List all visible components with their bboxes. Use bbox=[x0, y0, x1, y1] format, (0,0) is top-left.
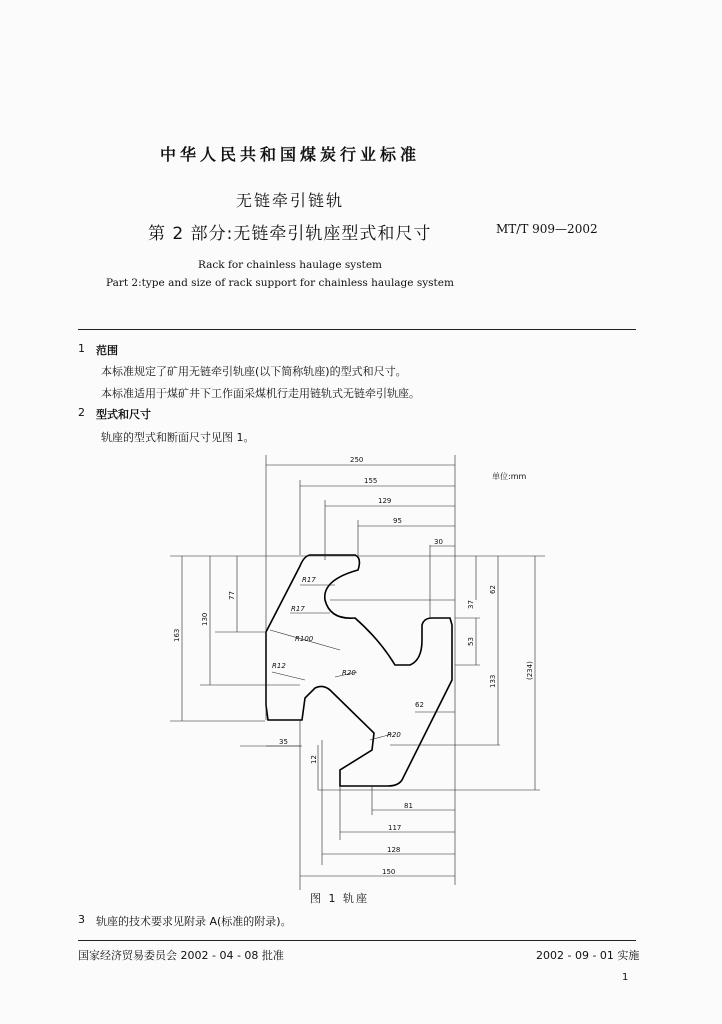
rack-support-outline bbox=[266, 555, 452, 786]
radius-r17-lower: R17 bbox=[291, 605, 305, 613]
radius-leaders bbox=[270, 585, 392, 740]
dim-62: 62 bbox=[489, 585, 497, 594]
dim-163: 163 bbox=[173, 628, 181, 642]
dim-155: 155 bbox=[364, 477, 378, 485]
radius-r20-lower: R20 bbox=[387, 731, 401, 739]
document-main-title: 无链牵引链轨 bbox=[235, 191, 344, 210]
dim-234: (234) bbox=[526, 661, 534, 680]
section-1-paragraph-1: 本标准规定了矿用无链牵引轨座(以下简称轨座)的型式和尺寸。 bbox=[101, 365, 407, 378]
dim-37: 37 bbox=[467, 600, 475, 609]
dim-117: 117 bbox=[388, 824, 402, 832]
dim-133: 133 bbox=[489, 674, 497, 688]
dim-30: 30 bbox=[434, 538, 443, 546]
dim-81: 81 bbox=[404, 802, 413, 810]
section-2-title: 型式和尺寸 bbox=[96, 408, 151, 421]
approval-note: 国家经济贸易委员会 2002 - 04 - 08 批准 bbox=[78, 949, 284, 962]
bottom-dimensions bbox=[266, 712, 455, 876]
radius-r100: R100 bbox=[295, 635, 314, 643]
dim-95: 95 bbox=[393, 517, 402, 525]
dim-130: 130 bbox=[201, 612, 209, 626]
section-2-number: 2 bbox=[78, 406, 85, 419]
section-1-title: 范围 bbox=[96, 344, 118, 357]
section-1-paragraph-2: 本标准适用于煤矿井下工作面采煤机行走用链轨式无链牵引轨座。 bbox=[101, 387, 420, 400]
dim-150: 150 bbox=[382, 868, 396, 876]
dim-62-lower: 62 bbox=[415, 701, 424, 709]
dim-35: 35 bbox=[279, 738, 288, 746]
dim-53: 53 bbox=[467, 637, 475, 646]
standard-code: MT/T 909—2002 bbox=[496, 222, 598, 236]
english-title: Rack for chainless haulage system bbox=[197, 259, 383, 271]
footer-divider bbox=[78, 940, 636, 941]
dim-12: 12 bbox=[310, 755, 318, 764]
national-standard-title: 中华人民共和国煤炭行业标准 bbox=[159, 145, 420, 164]
dim-77: 77 bbox=[228, 591, 236, 600]
section-3-text: 轨座的技术要求见附录 A(标准的附录)。 bbox=[96, 915, 292, 928]
left-dimensions bbox=[182, 556, 318, 790]
dim-250: 250 bbox=[350, 456, 364, 464]
section-2-paragraph-1: 轨座的型式和断面尺寸见图 1。 bbox=[101, 431, 255, 444]
english-subtitle: Part 2:type and size of rack support for chainless haulage system bbox=[106, 277, 454, 289]
figure-caption: 图 1 轨座 bbox=[310, 892, 369, 905]
radius-r12: R12 bbox=[272, 662, 286, 670]
dim-128: 128 bbox=[387, 846, 401, 854]
document-sub-title: 第 2 部分:无链牵引轨座型式和尺寸 bbox=[148, 224, 432, 244]
radius-r20-upper: R20 bbox=[342, 669, 356, 677]
section-1-number: 1 bbox=[78, 342, 85, 355]
page-number: 1 bbox=[622, 972, 629, 983]
section-3-number: 3 bbox=[78, 913, 85, 926]
top-dimensions bbox=[266, 465, 455, 546]
implementation-date: 2002 - 09 - 01 实施 bbox=[536, 949, 640, 962]
extension-lines bbox=[266, 455, 455, 890]
radius-r17-upper: R17 bbox=[302, 576, 316, 584]
unit-label: 单位:mm bbox=[492, 472, 527, 481]
dim-129: 129 bbox=[378, 497, 392, 505]
